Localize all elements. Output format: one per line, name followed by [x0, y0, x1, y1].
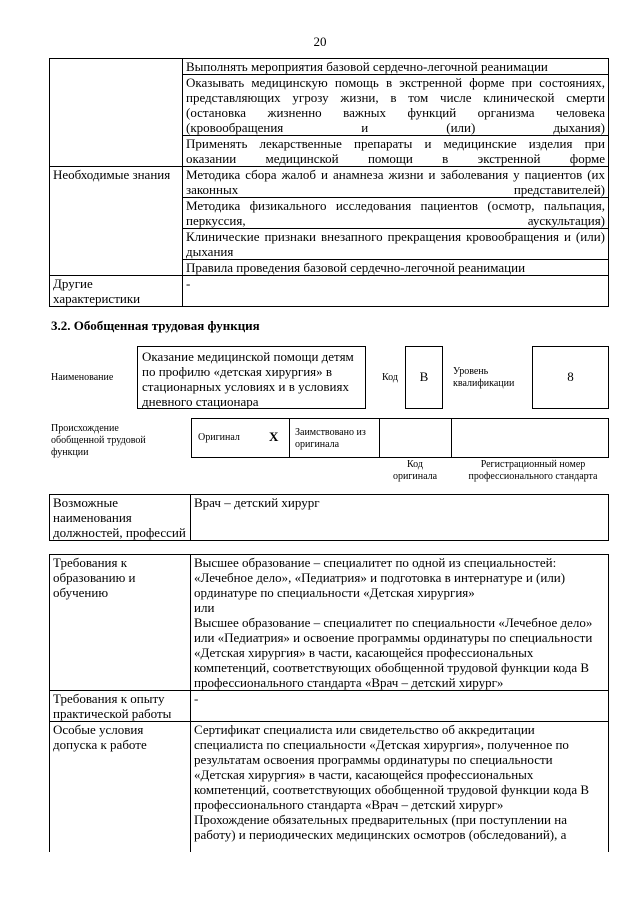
row-label [50, 59, 183, 167]
function-name: Оказание медицинской помощи детям по профилю «детская хирургия» в стационарных условиях и в условиях дневного стационара [137, 346, 366, 409]
origin-table [191, 418, 609, 458]
text-line: «Лечебное дело», «Педиатрия» и подготовка в интернатуре и (или) [194, 570, 566, 585]
table-cell [191, 555, 609, 691]
table-cell: Клинические признаки внезапного прекращения кровообращения и (или) дыхания [183, 229, 609, 260]
table-cell: Правила проведения базовой сердечно-легочной реанимации [183, 260, 609, 276]
text-line: специалиста по специальности «Детская хирургия», полученное по [194, 737, 569, 752]
divider [289, 419, 290, 457]
table-row [50, 722, 609, 853]
text-line: работу) и периодических медицинских осмотров (обследований), а [194, 827, 567, 842]
skills-table [49, 58, 609, 307]
requirements-table [49, 554, 609, 852]
table-cell: Оказывать медицинскую помощь в экстренной форме при состояниях, представляющих угрозу жизни, в том числе клинической смерти (остановка жизненно важных функций организма человека (кровообращения и (или) дыхания) [183, 75, 609, 136]
row-label: Особые условия допуска к работе [50, 722, 191, 853]
origin-label: Происхождение обобщенной трудовой функции [51, 423, 146, 458]
row-label: Требования к образованию и обучению [50, 555, 191, 691]
row-label: Возможные наименования должностей, профессий [50, 495, 191, 541]
table-row [50, 59, 609, 75]
table-cell: Выполнять мероприятия базовой сердечно-легочной реанимации [183, 59, 609, 75]
code-caption: Код оригинала [392, 459, 438, 482]
text-line: Высшее образование – специалитет по специальности «Лечебное дело» [194, 615, 593, 630]
text-line: компетенций, соответствующих обобщенной трудовой функции кода В [194, 782, 590, 797]
text-line: «Детская хирургия» в части, касающейся профессиональных [194, 767, 534, 782]
table-row [50, 167, 609, 198]
borrowed-label: Заимствовано из оригинала [295, 427, 366, 450]
table-row [50, 555, 609, 691]
text-line: профессионального стандарта «Врач – детский хирург» [194, 675, 504, 690]
table-cell: Методика физикального исследования пациентов (осмотр, пальпация, перкуссия, аускультация) [183, 198, 609, 229]
section-title: 3.2. Обобщенная трудовая функция [51, 318, 260, 333]
name-label: Наименование [51, 372, 114, 383]
original-mark: X [269, 429, 279, 444]
text-line: или [194, 600, 215, 615]
table-row [50, 276, 609, 307]
reg-caption: Регистрационный номер профессионального стандарта [468, 459, 598, 482]
code-label: Код [382, 372, 398, 383]
text-line: профессионального стандарта «Врач – детский хирург» [194, 797, 504, 812]
text-line: Прохождение обязательных предварительных (при поступлении на [194, 812, 567, 827]
table-cell: Методика сбора жалоб и анамнеза жизни и заболевания у пациентов (их законных представителей) [183, 167, 609, 198]
divider [379, 419, 380, 457]
table-cell: - [183, 276, 609, 307]
divider [451, 419, 452, 457]
text-line: компетенций, соответствующих обобщенной трудовой функции кода В [194, 660, 590, 675]
table-cell: - [191, 691, 609, 722]
table-cell: Применять лекарственные препараты и медицинские изделия при оказании медицинской помощи в экстренной форме [183, 136, 609, 167]
text-line: Высшее образование – специалитет по одной из специальностей: [194, 555, 557, 570]
positions-table [49, 494, 609, 541]
text-line: результатам освоения программы ординатуры по специальности [194, 752, 553, 767]
table-cell [191, 722, 609, 853]
row-label: Необходимые знания [50, 167, 183, 276]
page-number: 20 [313, 34, 327, 49]
level-label: Уровень квалификации [453, 366, 515, 389]
text-line: ординатуре по специальности «Детская хирургия» [194, 585, 475, 600]
code-value: B [405, 346, 443, 409]
level-value: 8 [532, 346, 609, 409]
row-label: Требования к опыту практической работы [50, 691, 191, 722]
table-row [50, 495, 609, 541]
text-line: «Детская хирургия» в части, касающейся профессиональных [194, 645, 534, 660]
text-line: Сертификат специалиста или свидетельство об аккредитации [194, 722, 535, 737]
text-line: или «Педиатрия» и освоение программы ординатуры по специальности [194, 630, 593, 645]
table-cell: Врач – детский хирург [191, 495, 609, 541]
row-label: Другие характеристики [50, 276, 183, 307]
original-label: Оригинал [198, 432, 240, 443]
table-row [50, 691, 609, 722]
